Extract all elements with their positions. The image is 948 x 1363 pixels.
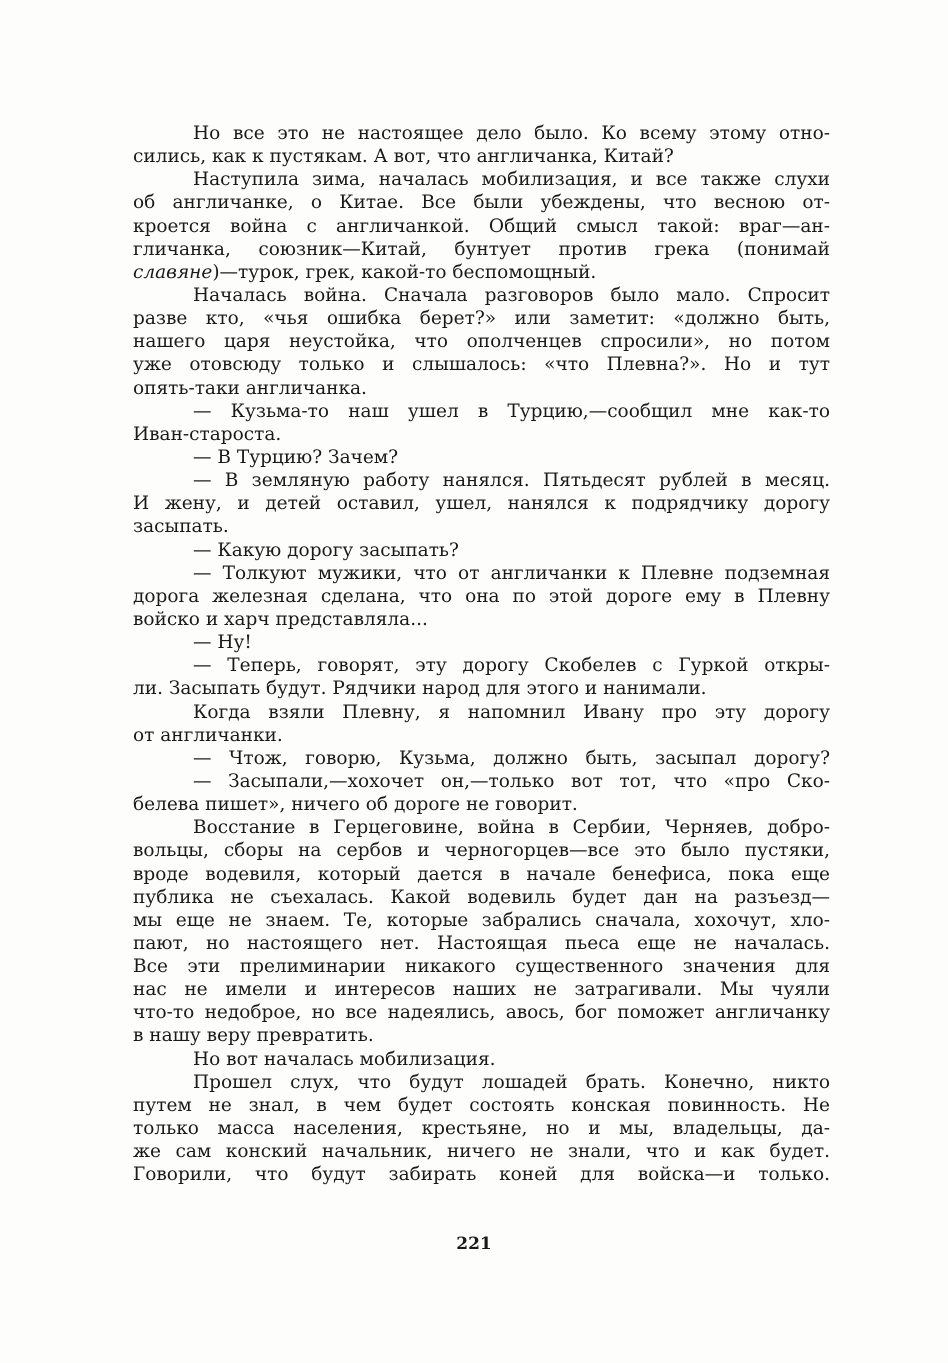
text-line: вроде водевиля, который дается в начале бенефиса, пока еще <box>133 863 830 885</box>
text-line: ли. Засыпать будут. Рядчики народ для этого и нанимали. <box>133 678 707 700</box>
text-line: — Толкуют мужики, что от англичанки к Плевне подземная <box>193 562 830 584</box>
text-line: — Засыпали,—хохочет он,—только вот тот, что «про Ско- <box>193 770 830 792</box>
text-line: засыпать. <box>133 516 229 538</box>
text-line: белева пишет», ничего об дороге не говорит. <box>133 794 578 816</box>
text-line: публика не съехалась. Какой водевиль будет дан на разъезд— <box>133 886 830 908</box>
text-line: от англичанки. <box>133 724 283 746</box>
text-line: разве кто, «чья ошибка берет?» или заметит: «должно быть, <box>133 308 830 330</box>
text-line: нас не имели и интересов наших не затрагивали. Мы чуяли <box>133 979 830 1001</box>
text-line: — Кузьма-то наш ушел в Турцию,—сообщил мне как-то <box>193 400 830 422</box>
text-line: только масса населения, крестьяне, но и мы, владельцы, да- <box>133 1118 830 1140</box>
text-line: об англичанке, о Китае. Все были убеждены, что весною от- <box>133 192 830 214</box>
text-line: гличанка, союзник—Китай, бунтует против грека (понимай <box>133 238 830 260</box>
text-line: нашего царя неустойка, что ополченцев спросили», но потом <box>133 331 830 353</box>
text-line: Наступила зима, началась мобилизация, и все также слухи <box>193 169 830 191</box>
text-line: уже отовсюду только и слышалось: «что Плевна?». Но и тут <box>133 354 830 376</box>
text-line: же сам конский начальник, ничего не знали, что и как будет. <box>133 1141 830 1163</box>
text-line: путем не знал, в чем будет состоять конская повинность. Не <box>133 1094 830 1116</box>
text-line: что-то недоброе, но все надеялись, авось, бог поможет англичанку <box>133 1002 830 1024</box>
page-text <box>133 122 830 1186</box>
text-line: Прошел слух, что будут лошадей брать. Конечно, никто <box>193 1071 830 1093</box>
text-line: пают, но настоящего нет. Настоящая пьеса еще не началась. <box>133 932 830 954</box>
text-line: в нашу веру превратить. <box>133 1025 374 1047</box>
text-line: Говорили, что будут забирать коней для войска—и только. <box>133 1164 830 1186</box>
text-line: — Какую дорогу засыпать? <box>193 539 459 561</box>
text-line: мы еще не знаем. Те, которые забрались сначала, хохочут, хло- <box>133 909 830 931</box>
text-line: Но вот началась мобилизация. <box>193 1048 496 1070</box>
text-line: сились, как к пустякам. А вот, что англичанка, Китай? <box>133 146 674 168</box>
text-line: славяне)—турок, грек, какой-то беспомощный. <box>133 261 597 283</box>
text-line: Иван-староста. <box>133 423 282 445</box>
text-line: — Теперь, говорят, эту дорогу Скобелев с Гуркой откры- <box>193 655 830 677</box>
text-line: дорога железная сделана, что она по этой дороге ему в Плевну <box>133 585 830 607</box>
text-line: кроется война с англичанкой. Общий смысл такой: враг—ан- <box>133 215 830 237</box>
text-line: — Чтож, говорю, Кузьма, должно быть, засыпал дорогу? <box>193 747 830 769</box>
text-line: войско и харч представляла... <box>133 608 428 630</box>
text-line: И жену, и детей оставил, ушел, нанялся к подрядчику дорогу <box>133 493 830 515</box>
text-line: — В Турцию? Зачем? <box>193 446 399 468</box>
text-line: Началась война. Сначала разговоров было мало. Спросит <box>193 284 830 306</box>
text-line: Восстание в Герцеговине, война в Сербии, Черняев, добро- <box>193 817 830 839</box>
text-line: — Ну! <box>193 632 252 654</box>
text-line: — В земляную работу нанялся. Пятьдесят рублей в месяц. <box>193 470 830 492</box>
page-number: 221 <box>456 1234 492 1254</box>
text-line: Когда взяли Плевну, я напомнил Ивану про эту дорогу <box>193 701 830 723</box>
text-line: Но все это не настоящее дело было. Ко всему этому отно- <box>193 123 830 144</box>
text-line: опять-таки англичанка. <box>133 377 367 399</box>
text-line: Все эти прелиминарии никакого существенного значения для <box>133 956 830 978</box>
text-line: вольцы, сборы на сербов и черногорцев—все это было пустяки, <box>133 840 830 862</box>
